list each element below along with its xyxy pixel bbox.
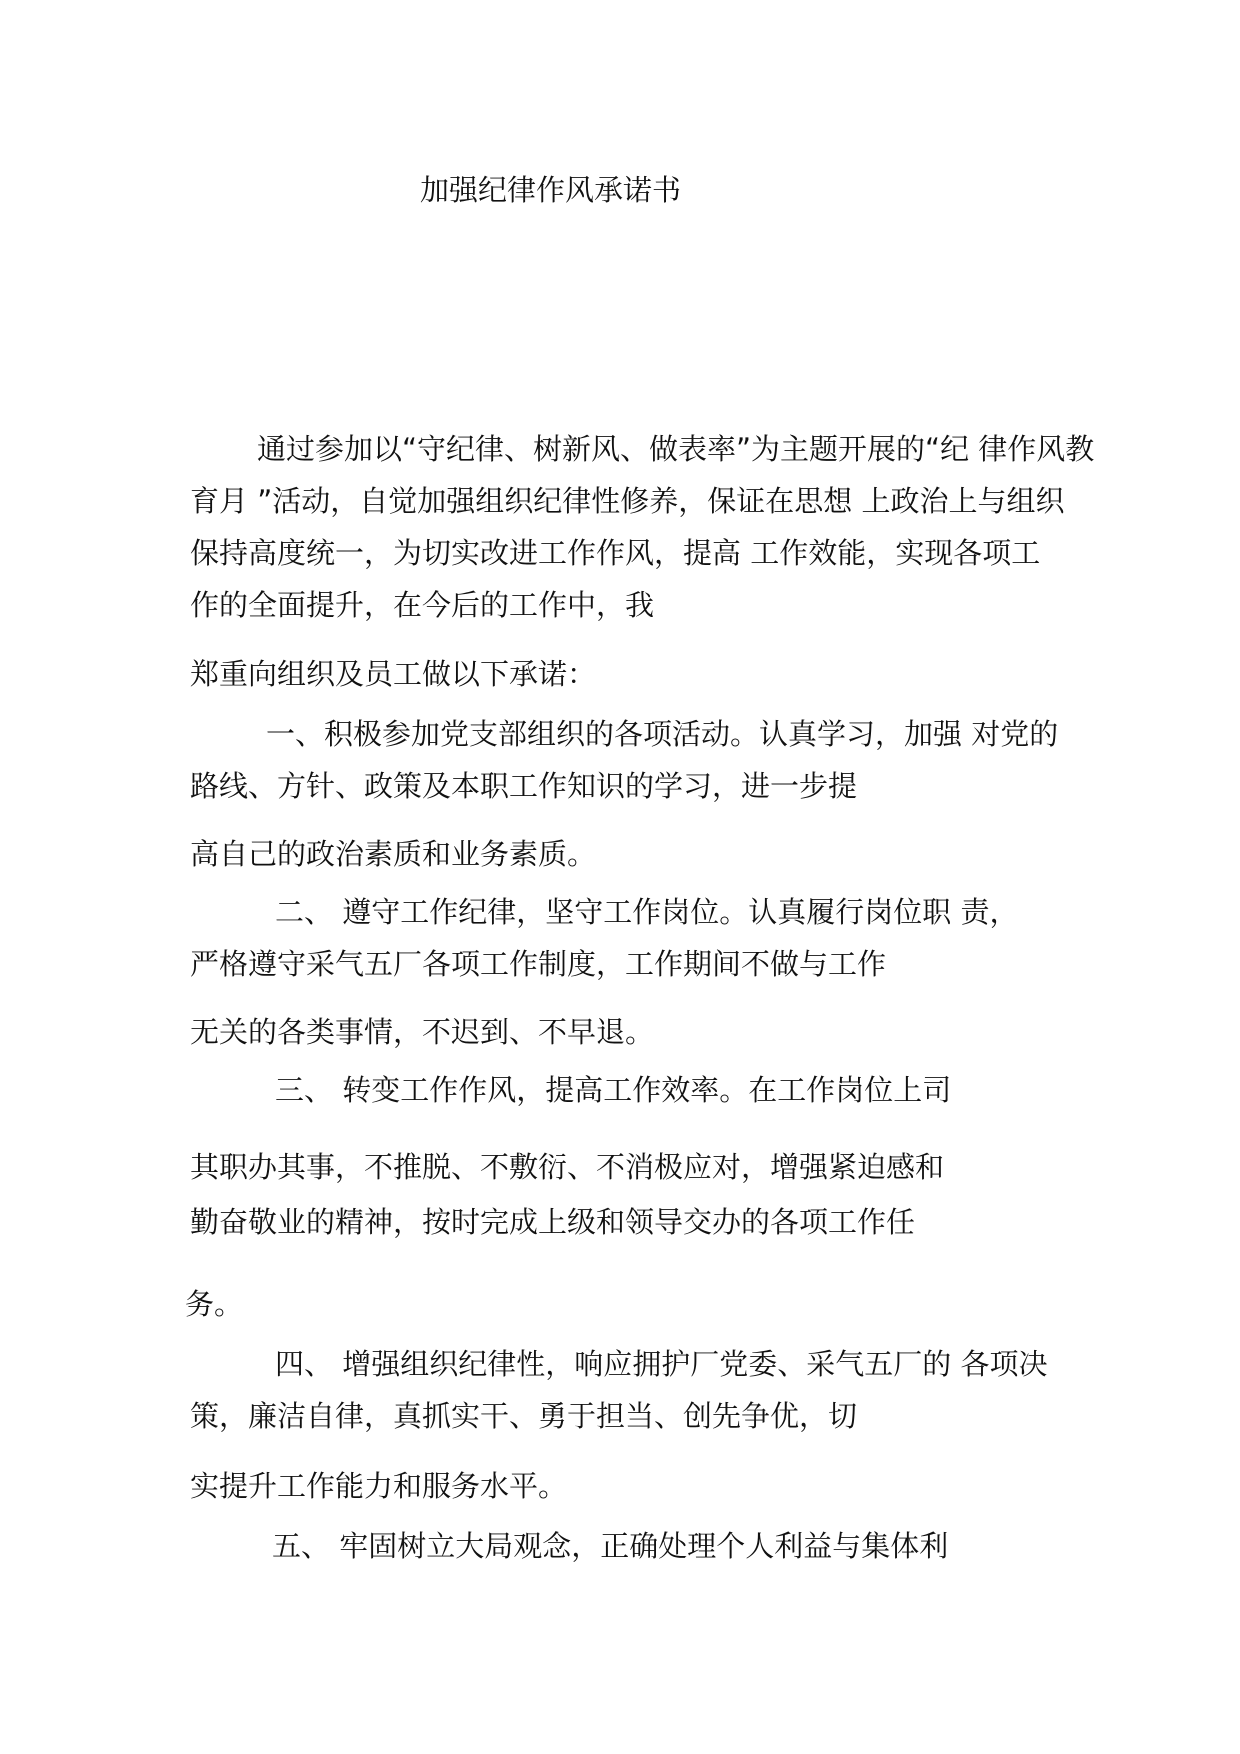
- paragraph-line: 一、积极参加党支部组织的各项活动。认真学习，加强 对党的: [266, 717, 1059, 751]
- paragraph-line: 通过参加以“守纪律、树新风、做表率”为主题开展的“纪 律作风教: [257, 432, 1095, 466]
- paragraph-line: 四、 增强组织纪律性，响应拥护厂党委、采气五厂的 各项决: [275, 1347, 1048, 1381]
- paragraph-line: 勤奋敬业的精神，按时完成上级和领导交办的各项工作任: [190, 1205, 916, 1239]
- paragraph-line: 其职办其事，不推脱、不敷衍、不消极应对，增强紧迫感和: [190, 1150, 945, 1184]
- paragraph-line: 策，廉洁自律，真抓实干、勇于担当、创先争优，切: [190, 1399, 858, 1433]
- paragraph-line: 五、 牢固树立大局观念，正确处理个人利益与集体利: [272, 1529, 949, 1563]
- paragraph-line: 三、 转变工作作风，提高工作效率。在工作岗位上司: [275, 1073, 952, 1107]
- document-title: 加强纪律作风承诺书: [420, 173, 682, 207]
- paragraph-line: 保持高度统一，为切实改进工作作风，提高 工作效能，实现各项工: [190, 536, 1041, 570]
- paragraph-line: 高自己的政治素质和业务素质。: [190, 837, 597, 871]
- paragraph-line: 实提升工作能力和服务水平。: [190, 1469, 568, 1503]
- paragraph-line: 育月 ”活动，自觉加强组织纪律性修养，保证在思想 上政治上与组织: [190, 484, 1065, 518]
- paragraph-line: 二、 遵守工作纪律，坚守工作岗位。认真履行岗位职 责，: [275, 895, 1019, 929]
- paragraph-line: 路线、方针、政策及本职工作知识的学习，进一步提: [190, 769, 858, 803]
- paragraph-line: 郑重向组织及员工做以下承诺：: [190, 657, 597, 691]
- paragraph-line: 务。: [185, 1287, 244, 1321]
- paragraph-line: 无关的各类事情，不迟到、不早退。: [190, 1015, 655, 1049]
- paragraph-line: 严格遵守采气五厂各项工作制度，工作期间不做与工作: [190, 947, 887, 981]
- paragraph-line: 作的全面提升，在今后的工作中，我: [190, 588, 655, 622]
